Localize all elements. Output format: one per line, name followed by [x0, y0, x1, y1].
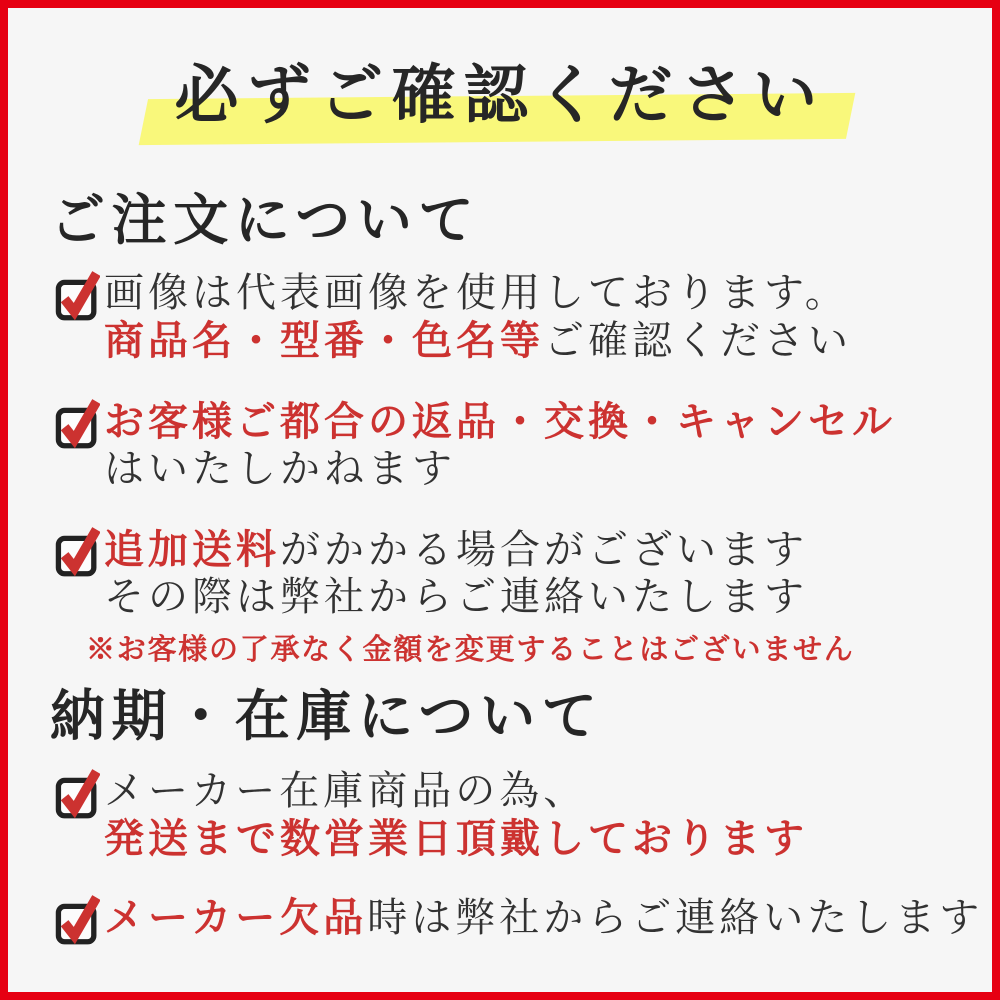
- text-segment-red: お客様ご都合の返品・交換・キャンセル: [104, 398, 896, 445]
- checklist-item-maker-stock: [54, 768, 808, 863]
- section-heading-delivery-stock: 納期・在庫について: [50, 683, 604, 748]
- checklist-item-maker-shortage: [54, 894, 983, 948]
- text-segment-red: メーカー欠品: [104, 894, 368, 941]
- checklist-item-extra-shipping: [54, 526, 855, 667]
- text-segment: 画像は代表画像を使用しております。: [104, 270, 849, 316]
- checklist-item-text: [104, 894, 983, 942]
- checklist-item-text: [104, 398, 896, 493]
- checked-checkbox-icon: [54, 262, 100, 324]
- text-segment: メーカー在庫商品の為、: [104, 768, 588, 814]
- checked-checkbox-icon: [54, 518, 100, 580]
- text-segment: ご確認ください: [544, 318, 852, 364]
- text-segment: がかかる場合がございます: [280, 527, 808, 573]
- checklist-item-text: [86, 526, 855, 667]
- text-segment: はいたしかねます: [104, 446, 456, 492]
- checklist-item-representative-image: [54, 270, 852, 365]
- text-line: [104, 815, 808, 863]
- text-segment-red: 発送まで数営業日頂戴しております: [104, 815, 808, 862]
- price-change-note: ※お客様の了承なく金額を変更することはございません: [86, 632, 855, 666]
- page-title: [8, 54, 992, 137]
- text-line: [104, 894, 983, 942]
- page-title-text: 必ずご確認ください: [174, 58, 826, 133]
- text-line: [104, 398, 896, 446]
- text-line: [104, 574, 855, 621]
- text-line: [104, 446, 896, 493]
- text-segment-red: 追加送料: [104, 526, 280, 573]
- text-line: [104, 270, 852, 317]
- text-line: [104, 317, 852, 365]
- text-segment: その際は弊社からご連絡いたします: [104, 574, 808, 620]
- text-line: [104, 526, 855, 574]
- checklist-item-text: [104, 270, 852, 365]
- section-heading-orders: ご注文について: [50, 187, 481, 252]
- text-segment-red: 商品名・型番・色名等: [104, 317, 544, 364]
- checked-checkbox-icon: [54, 760, 100, 822]
- text-line: [104, 768, 808, 815]
- checklist-item-text: [104, 768, 808, 863]
- checklist-item-no-returns: [54, 398, 896, 493]
- checked-checkbox-icon: [54, 886, 100, 948]
- checked-checkbox-icon: [54, 390, 100, 452]
- text-segment: 時は弊社からご連絡いたします: [367, 895, 984, 941]
